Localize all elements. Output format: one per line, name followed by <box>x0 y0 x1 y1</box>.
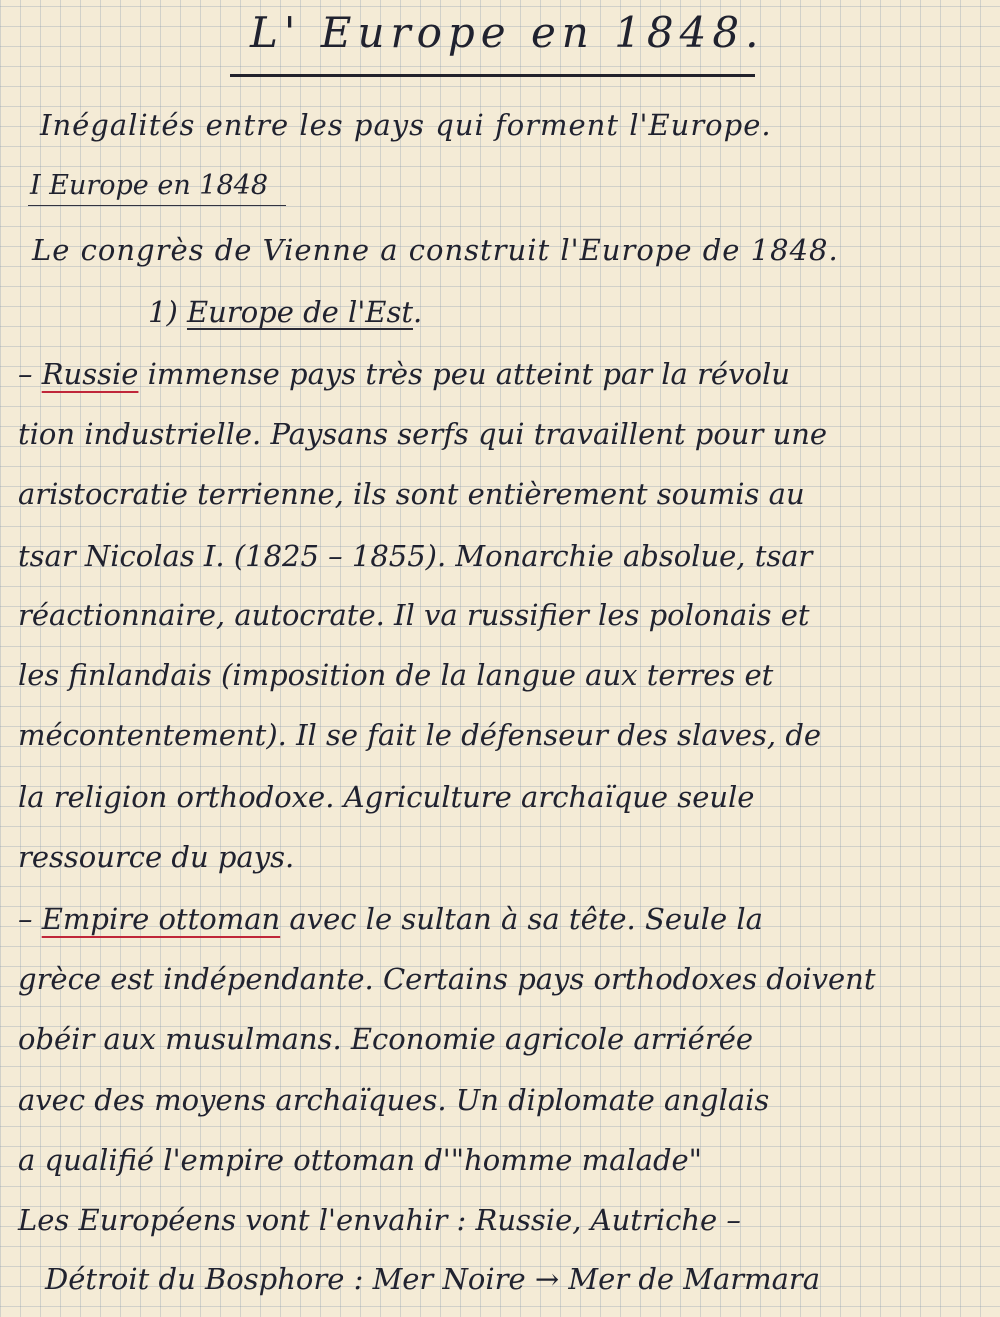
ottoman-dash: – <box>18 902 42 936</box>
russia-dash: – <box>18 357 42 391</box>
ottoman-line-6: Les Européens vont l'envahir : Russie, Autriche – <box>18 1203 741 1237</box>
russia-line-1-rest: immense pays très peu atteint par la révolu <box>138 357 790 391</box>
section-heading: I Europe en 1848 <box>30 170 269 201</box>
title-underline <box>230 74 755 77</box>
ottoman-line-4: avec des moyens archaïques. Un diplomate anglais <box>18 1083 770 1117</box>
section-underline <box>28 205 286 206</box>
russia-line-2: tion industrielle. Paysans serfs qui travaillent pour une <box>18 417 828 451</box>
page-title: L' Europe en 1848. <box>250 8 765 57</box>
russia-line-7: mécontentement). Il se fait le défenseur des slaves, de <box>18 718 822 752</box>
ottoman-line-7: Détroit du Bosphore : Mer Noire → Mer de Marmara <box>45 1262 821 1296</box>
russia-line-1 <box>18 357 790 391</box>
ottoman-keyword: Empire ottoman <box>41 902 281 936</box>
subsection-end: . <box>413 295 423 329</box>
russia-line-9: ressource du pays. <box>18 840 295 874</box>
ottoman-line-1 <box>18 902 763 936</box>
congress-line: Le congrès de Vienne a construit l'Europe de 1848. <box>32 233 839 267</box>
subsection-number: 1) <box>148 295 178 329</box>
russia-line-8: la religion orthodoxe. Agriculture archaïque seule <box>18 780 755 814</box>
russia-line-4: tsar Nicolas I. (1825 – 1855). Monarchie absolue, tsar <box>18 539 813 573</box>
russia-line-6: les finlandais (imposition de la langue aux terres et <box>18 658 774 692</box>
subsection-heading <box>148 295 422 329</box>
ottoman-line-2: grèce est indépendante. Certains pays orthodoxes doivent <box>18 962 876 996</box>
ottoman-line-3: obéir aux musulmans. Economie agricole arriérée <box>18 1022 754 1056</box>
russia-line-3: aristocratie terrienne, ils sont entièrement soumis au <box>18 477 805 511</box>
ottoman-line-5: a qualifié l'empire ottoman d'"homme malade" <box>18 1143 703 1177</box>
russia-keyword: Russie <box>41 357 139 391</box>
ottoman-line-1-rest: avec le sultan à sa tête. Seule la <box>280 902 763 936</box>
intro-line: Inégalités entre les pays qui forment l'Europe. <box>40 108 772 142</box>
subsection-label: Europe de l'Est <box>186 295 413 329</box>
russia-line-5: réactionnaire, autocrate. Il va russifier les polonais et <box>18 598 810 632</box>
